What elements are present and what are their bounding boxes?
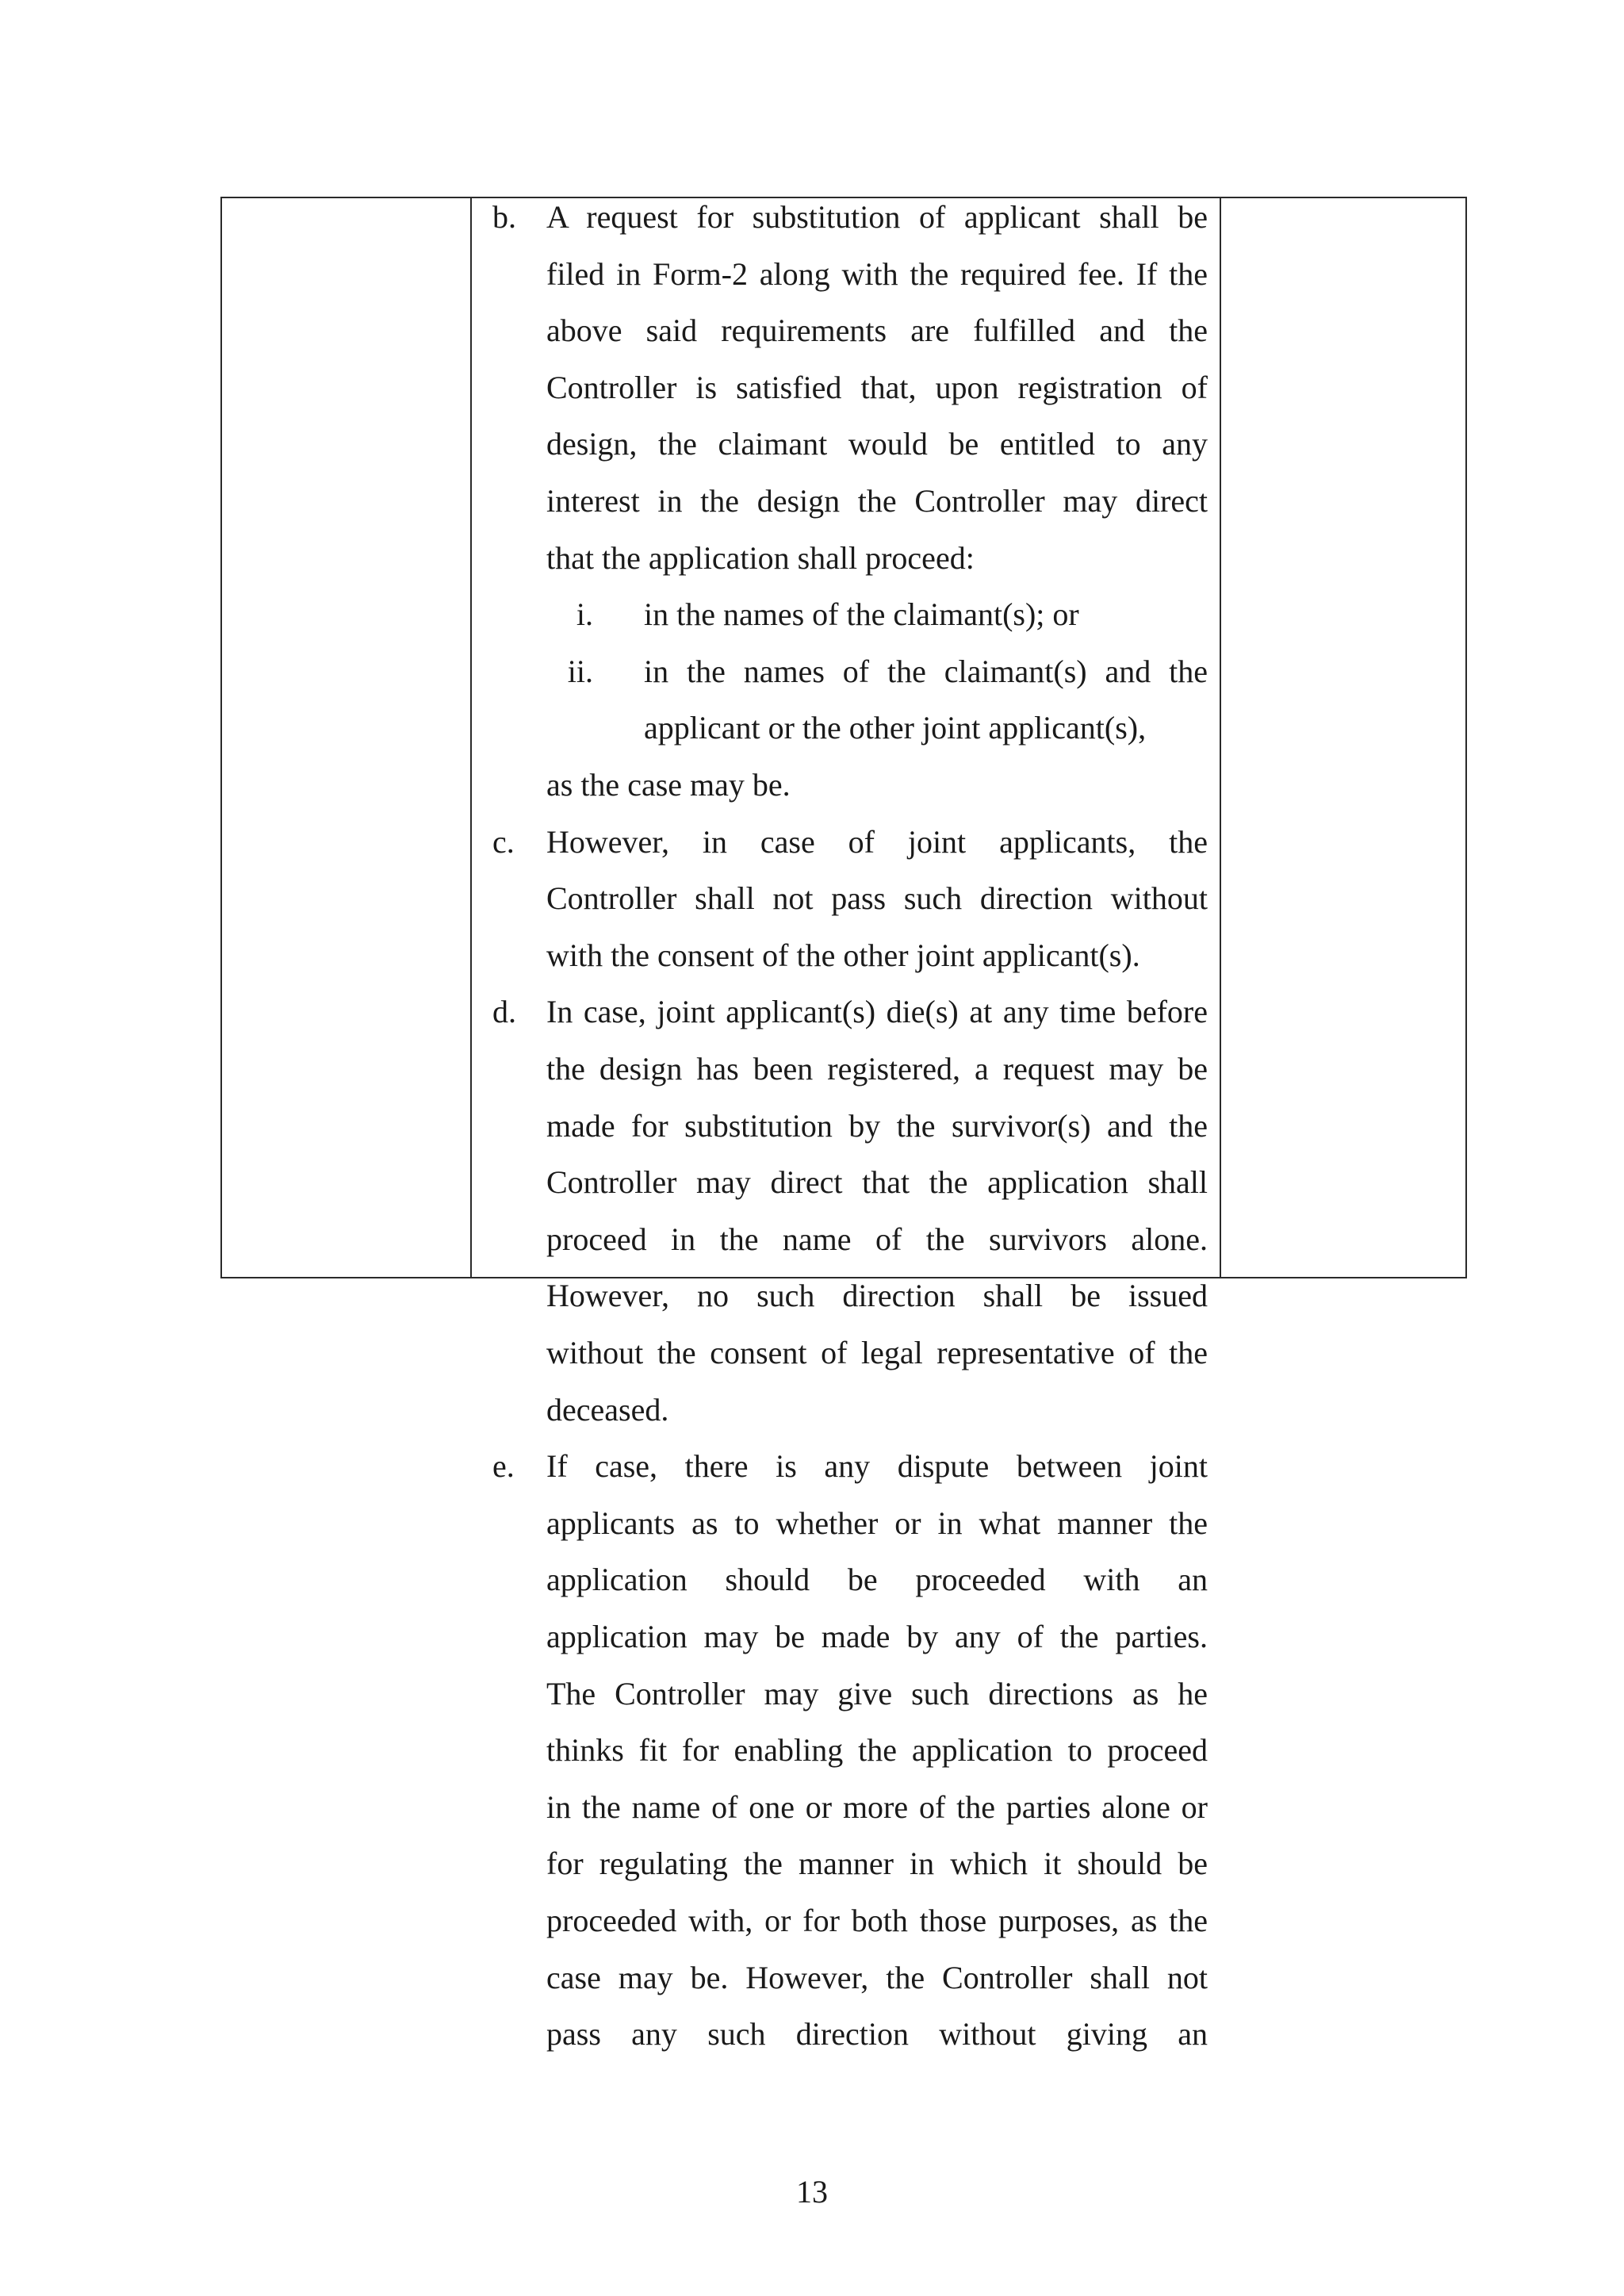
list-item-line: that the application shall proceed: <box>546 539 975 576</box>
sublist-item-line: applicant or the other joint applicant(s), <box>644 710 1147 746</box>
list-item-line: thinks fit for enabling the application to proceed <box>546 1732 1208 1769</box>
list-item-line: A request for substitution of applicant shall be <box>546 199 1208 235</box>
list-item-line: The Controller may give such directions as he <box>546 1675 1208 1711</box>
list-item-line: Controller is satisfied that, upon registration of <box>546 369 1208 405</box>
column-divider-right <box>1220 198 1221 1277</box>
list-item-line: made for substitution by the survivor(s) and the <box>546 1107 1208 1144</box>
list-item-line: applicants as to whether or in what manner the <box>546 1504 1208 1541</box>
list-item-line: without the consent of legal representative of the <box>546 1335 1208 1370</box>
list-marker: e. <box>492 1448 515 1485</box>
list-item-line: Controller shall not pass such direction without <box>546 880 1208 917</box>
list-item-line: deceased. <box>546 1391 669 1428</box>
sublist-marker: ii. <box>567 653 593 689</box>
list-item-line: Controller may direct that the application shall <box>546 1164 1208 1201</box>
list-item-trailing-line: as the case may be. <box>546 767 791 803</box>
page-number: 13 <box>796 2174 828 2210</box>
sublist-item-line: in the names of the claimant(s) and the <box>644 653 1208 689</box>
document-table <box>220 197 1467 2053</box>
list-item-line: proceeded with, or for both those purposes, as the <box>546 1903 1208 1938</box>
list-item-line: However, in case of joint applicants, the <box>546 823 1208 860</box>
sublist-marker: i. <box>576 596 593 633</box>
list-item-line: in the name of one or more of the parties alone or <box>546 1788 1208 1825</box>
list-item-line: design, the claimant would be entitled to any <box>546 426 1208 462</box>
list-item-line: the design has been registered, a request may be <box>546 1051 1208 1087</box>
list-item-line: above said requirements are fulfilled and the <box>546 312 1208 349</box>
list-item-line: with the consent of the other joint applicant(s). <box>546 937 1140 973</box>
list-marker: b. <box>492 199 516 235</box>
list-marker: d. <box>492 994 516 1030</box>
list-marker: c. <box>492 823 515 860</box>
list-item-line: case may be. However, the Controller shall not <box>546 1959 1208 1995</box>
list-item-line: However, no such direction shall be issued <box>546 1278 1208 1314</box>
list-item-line: for regulating the manner in which it should be <box>546 1846 1208 1882</box>
list-item-line: proceed in the name of the survivors alone. <box>546 1221 1208 1257</box>
column-divider-left <box>470 198 472 1277</box>
list-item-line: If case, there is any dispute between joint <box>546 1448 1208 1485</box>
list-item-line: interest in the design the Controller may direct <box>546 483 1208 519</box>
sublist-item-line: in the names of the claimant(s); or <box>644 596 1079 633</box>
list-item-line: application may be made by any of the parties. <box>546 1619 1208 1654</box>
list-item-line: In case, joint applicant(s) die(s) at any time before <box>546 994 1208 1030</box>
list-item-line: pass any such direction without giving an <box>546 2016 1208 2053</box>
list-item-line: application should be proceeded with an <box>546 1562 1208 1598</box>
list-item-line: filed in Form-2 along with the required fee. If the <box>546 255 1208 292</box>
